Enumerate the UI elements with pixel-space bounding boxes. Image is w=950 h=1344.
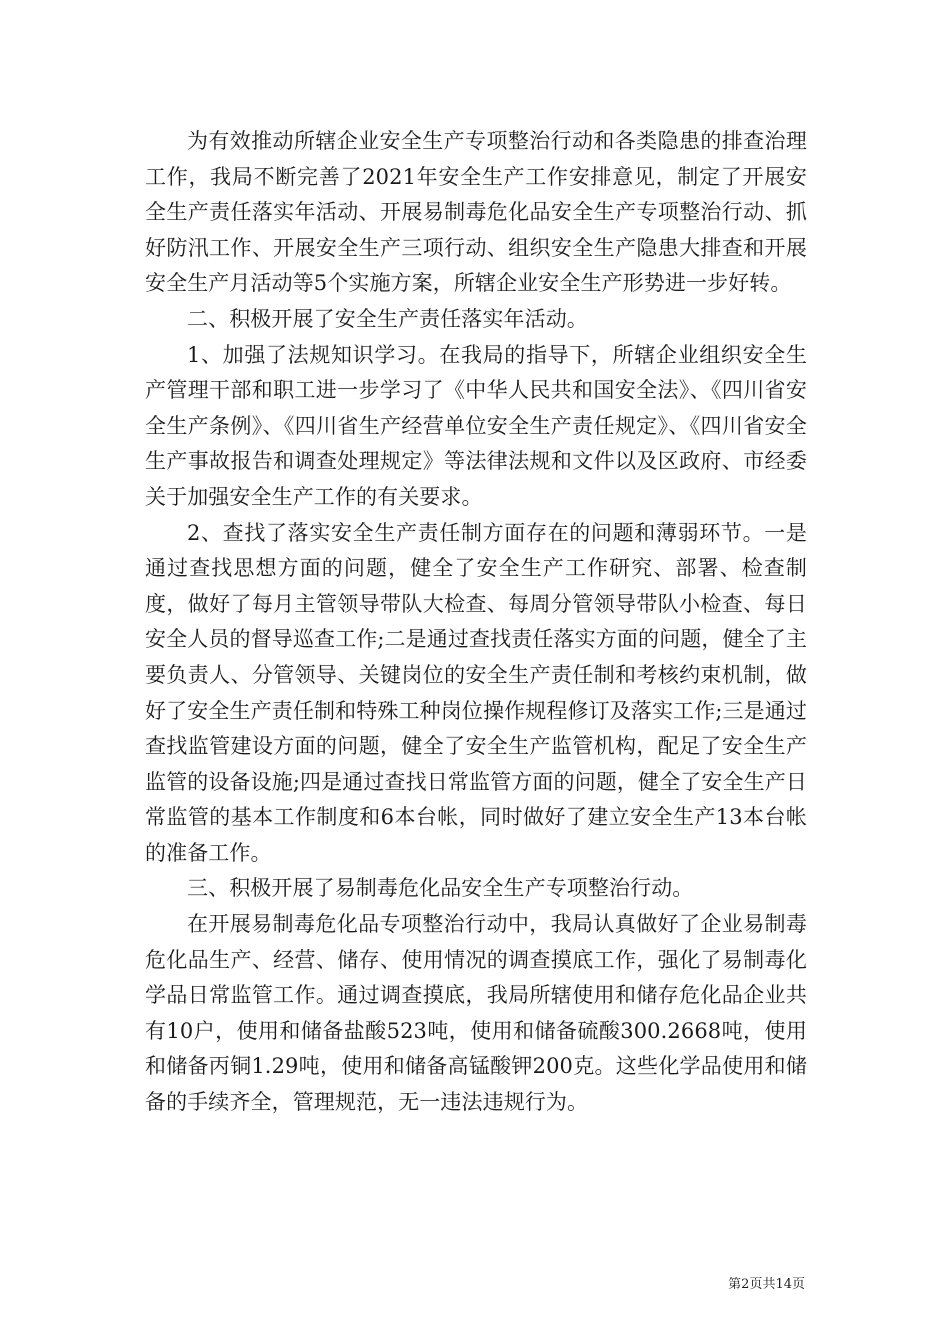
page-number-footer: 第2页共14页 bbox=[728, 1277, 805, 1292]
paragraph-3: 在开展易制毒危化品专项整治行动中，我局认真做好了企业易制毒危化品生产、经营、储存、使用情况的调查摸底工作，强化了易制毒化学品日常监管工作。通过调查摸底，我局所辖使用和储存危化品企业共有10户，使用和储备盐酸523吨，使用和储备硫酸300.2668吨，使用和储备丙铜1.29吨，使用和储备高锰酸钾200克。这些化学品使用和储备的手续齐全，管理规范，无一违法违规行为。 bbox=[145, 912, 807, 1115]
paragraph-2-1: 1、加强了法规知识学习。在我局的指导下，所辖企业组织安全生产管理干部和职工进一步学习了《中华人民共和国安全法》、《四川省安全生产条例》、《四川省生产经营单位安全生产责任规定》、《四川省安全生产事故报告和调查处理规定》等法律法规和文件以及区政府、市经委关于加强安全生产工作的有关要求。 bbox=[145, 342, 807, 509]
paragraph-2-2: 2、查找了落实安全生产责任制方面存在的问题和薄弱环节。一是通过查找思想方面的问题，健全了安全生产工作研究、部署、检查制度，做好了每月主管领导带队大检查、每周分管领导带队小检查、每日安全人员的督导巡查工作;二是通过查找责任落实方面的问题，健全了主要负责人、分管领导、关键岗位的安全生产责任制和考核约束机制，做好了安全生产责任制和特殊工种岗位操作规程修订及落实工作;三是通过查找监管建设方面的问题，健全了安全生产监管机构，配足了安全生产监管的设备设施;四是通过查找日常监管方面的问题，健全了安全生产日常监管的基本工作制度和6本台帐，同时做好了建立安全生产13本台帐的准备工作。 bbox=[145, 520, 807, 865]
section-heading-2: 二、积极开展了安全生产责任落实年活动。 bbox=[187, 306, 588, 331]
section-heading-3: 三、积极开展了易制毒危化品安全生产专项整治行动。 bbox=[187, 876, 694, 901]
paragraph-intro: 为有效推动所辖企业安全生产专项整治行动和各类隐患的排查治理工作，我局不断完善了2021年安全生产工作安排意见，制定了开展安全生产责任落实年活动、开展易制毒危化品安全生产专项整治行动、抓好防汛工作、开展安全生产三项行动、组织安全生产隐患大排查和开展安全生产月活动等5个实施方案，所辖企业安全生产形势进一步好转。 bbox=[145, 129, 807, 296]
document-body bbox=[145, 124, 807, 1121]
